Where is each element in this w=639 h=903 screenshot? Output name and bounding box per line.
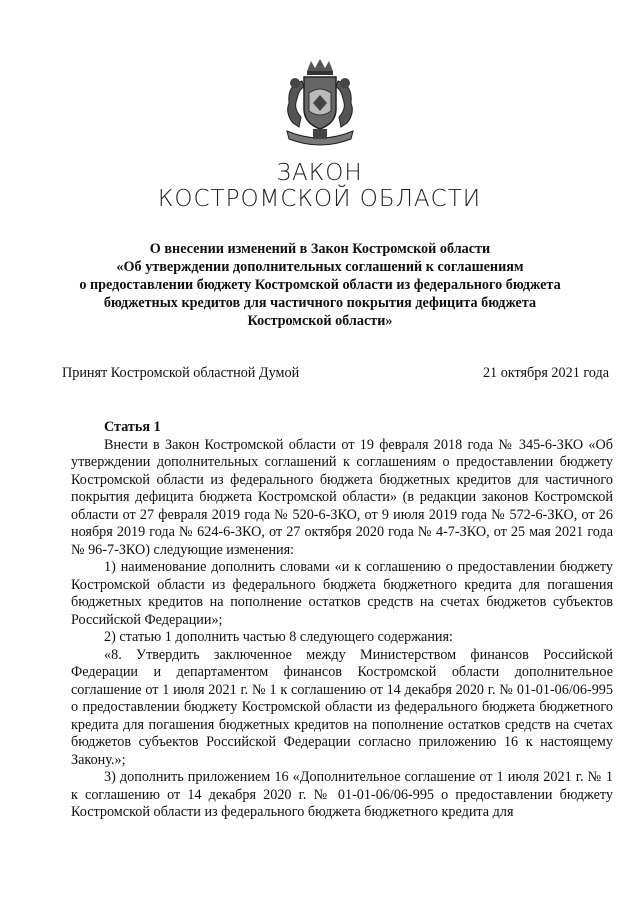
heading-line: «Об утверждении дополнительных соглашений к соглашениям (116, 259, 524, 275)
adoption-date: 21 октября 2021 года (482, 365, 609, 381)
article-body (71, 419, 613, 822)
law-heading (60, 240, 580, 330)
heading-line: бюджетных кредитов для частичного покрытия дефицита бюджета (103, 295, 537, 311)
article-title: Статья 1 (104, 419, 161, 435)
heading-line: о предоставлении бюджету Костромской области из федерального бюджета (79, 277, 561, 293)
article-item: 2) статью 1 дополнить частью 8 следующего содержания: (104, 629, 453, 645)
article-quote: «8. Утвердить заключенное между Министерством финансов Российской Федерации и департаментом финансов Костромской области дополнительное соглашение от 1 июля 2021 г. № 1 к соглашению от 14 декабря 2020 г. № 01-01-06/06-995 о предоставлении бюджету Костромской области из федерального бюджета бюджетного кредита для погашения бюджетных кредитов на пополнение остатков средств на счетах бюджетов субъектов Российской Федерации согласно приложению 16 к настоящему Закону.»; (71, 646, 613, 768)
coat-of-arms-icon (277, 57, 363, 153)
law-title: ЗАКОН (276, 160, 363, 186)
adoption-line (62, 365, 609, 382)
heading-line: О внесении изменений в Закон Костромской области (149, 241, 491, 257)
heading-line: Костромской области» (247, 313, 393, 329)
adopted-by: Принят Костромской областной Думой (62, 365, 300, 381)
article-intro: Внести в Закон Костромской области от 19 февраля 2018 года № 345-6-ЗКО «Об утверждении дополнительных соглашений к соглашениям о предоставлении бюджету Костромской области из федерального бюджета бюджетных кредитов для частичного покрытия дефицита бюджета Костромской области» (в редакции законов Костромской области от 27 февраля 2019 года № 520-6-ЗКО, от 9 июля 2019 года № 572-6-ЗКО, от 26 ноября 2019 года № 624-6-ЗКО, от 27 октября 2020 года № 4-7-ЗКО, от 25 мая 2021 года № 96-7-ЗКО) следующие изменения: (71, 436, 613, 558)
region-title: КОСТРОМСКОЙ ОБЛАСТИ (157, 186, 482, 212)
article-item: 1) наименование дополнить словами «и к соглашению о предоставлении бюджету Костромской области из федерального бюджета бюджетного кредита для погашения бюджетных кредитов на пополнение остатков средств на счетах бюджетов субъектов Российской Федерации»; (71, 559, 613, 628)
article-item: 3) дополнить приложением 16 «Дополнительное соглашение от 1 июля 2021 г. № 1 к соглашению от 14 декабря 2020 г. № 01-01-06/06-995 о предоставлении бюджету Костромской области из федерального бюджета бюджетного кредита для (71, 769, 613, 820)
